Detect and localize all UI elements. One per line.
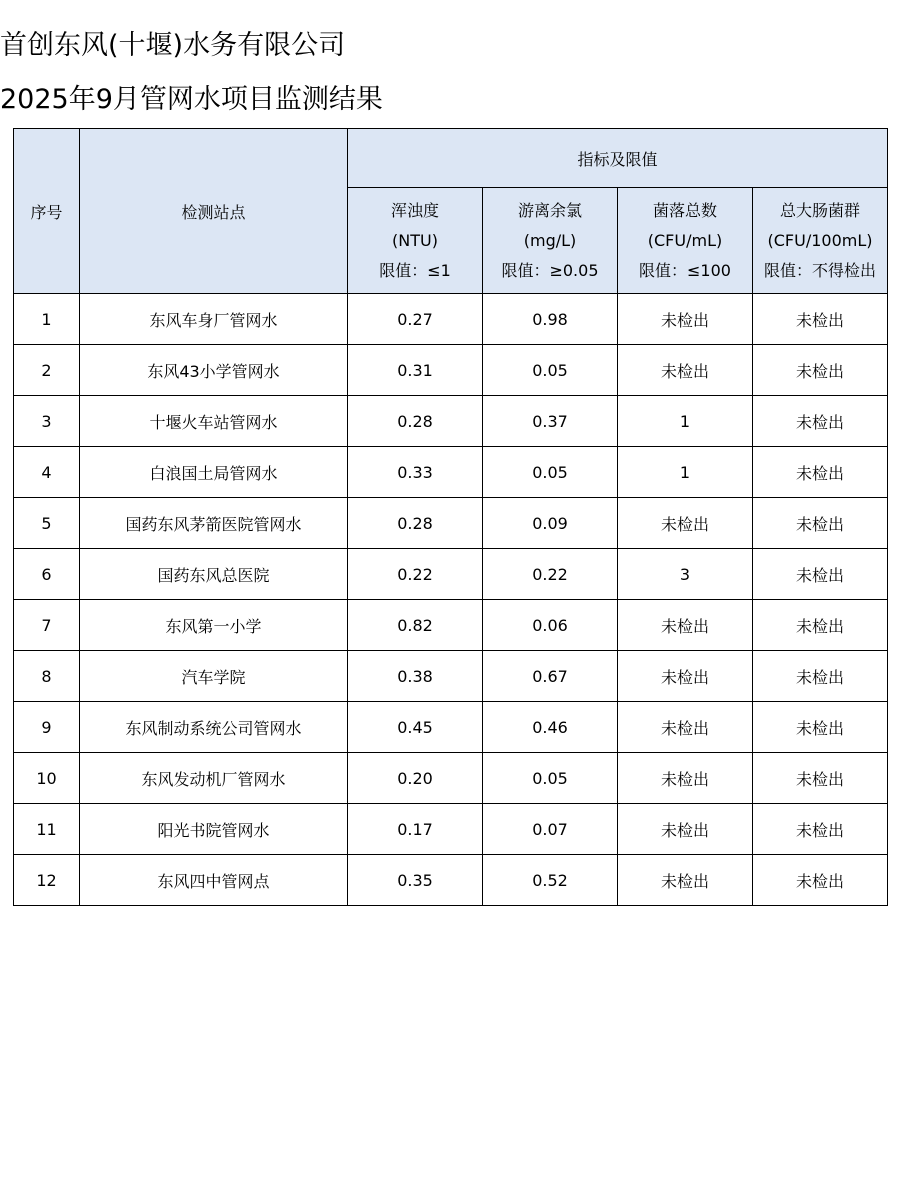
cell-chlorine: 0.06 [483, 600, 618, 651]
cell-chlorine: 0.67 [483, 651, 618, 702]
cell-coliform: 未检出 [753, 396, 888, 447]
cell-turbidity: 0.17 [348, 804, 483, 855]
header-colony-count [618, 188, 753, 294]
cell-chlorine: 0.22 [483, 549, 618, 600]
cell-colony: 未检出 [618, 345, 753, 396]
cell-colony: 未检出 [618, 600, 753, 651]
cell-colony: 未检出 [618, 498, 753, 549]
header-free-chlorine [483, 188, 618, 294]
cell-colony: 未检出 [618, 753, 753, 804]
table-row [14, 651, 888, 702]
cell-colony: 未检出 [618, 651, 753, 702]
cell-site: 白浪国土局管网水 [80, 447, 348, 498]
header-metric-name: 游离余氯 [517, 200, 582, 220]
cell-colony: 未检出 [618, 855, 753, 906]
cell-index: 2 [14, 345, 80, 396]
cell-chlorine: 0.09 [483, 498, 618, 549]
table-row [14, 600, 888, 651]
header-coliform [753, 188, 888, 294]
cell-turbidity: 0.22 [348, 549, 483, 600]
table-row [14, 498, 888, 549]
cell-coliform: 未检出 [753, 651, 888, 702]
cell-chlorine: 0.05 [483, 345, 618, 396]
cell-chlorine: 0.98 [483, 294, 618, 345]
cell-colony: 未检出 [618, 294, 753, 345]
header-metric-limit: 限值：≥0.05 [501, 260, 599, 280]
header-turbidity [348, 188, 483, 294]
header-metric-name: 总大肠菌群 [780, 200, 861, 220]
cell-chlorine: 0.07 [483, 804, 618, 855]
cell-coliform: 未检出 [753, 345, 888, 396]
cell-coliform: 未检出 [753, 294, 888, 345]
cell-coliform: 未检出 [753, 753, 888, 804]
results-table [13, 128, 888, 906]
header-metric-limit: 限值：≤100 [639, 260, 731, 280]
cell-colony: 1 [618, 447, 753, 498]
cell-turbidity: 0.38 [348, 651, 483, 702]
cell-index: 3 [14, 396, 80, 447]
cell-turbidity: 0.27 [348, 294, 483, 345]
cell-index: 10 [14, 753, 80, 804]
table-row [14, 753, 888, 804]
cell-index: 5 [14, 498, 80, 549]
header-metric-unit: (mg/L) [523, 230, 577, 250]
cell-turbidity: 0.28 [348, 498, 483, 549]
table-row [14, 549, 888, 600]
cell-index: 11 [14, 804, 80, 855]
cell-site: 东风第一小学 [80, 600, 348, 651]
cell-colony: 3 [618, 549, 753, 600]
cell-site: 十堰火车站管网水 [80, 396, 348, 447]
cell-chlorine: 0.46 [483, 702, 618, 753]
table-row [14, 447, 888, 498]
cell-site: 国药东风总医院 [80, 549, 348, 600]
cell-coliform: 未检出 [753, 804, 888, 855]
header-metric-limit: 限值：不得检出 [764, 260, 877, 280]
table-row [14, 855, 888, 906]
document-subtitle: 2025年9月管网水项目监测结果 [0, 84, 383, 115]
cell-turbidity: 0.31 [348, 345, 483, 396]
cell-site: 东风车身厂管网水 [80, 294, 348, 345]
cell-site: 东风制动系统公司管网水 [80, 702, 348, 753]
cell-chlorine: 0.52 [483, 855, 618, 906]
cell-index: 9 [14, 702, 80, 753]
header-metric-limit: 限值：≤1 [379, 260, 451, 280]
cell-index: 6 [14, 549, 80, 600]
cell-coliform: 未检出 [753, 498, 888, 549]
cell-index: 4 [14, 447, 80, 498]
document-title: 首创东风(十堰)水务有限公司 [0, 30, 346, 61]
table-row [14, 396, 888, 447]
header-site: 检测站点 [80, 129, 348, 294]
cell-coliform: 未检出 [753, 549, 888, 600]
cell-site: 阳光书院管网水 [80, 804, 348, 855]
cell-coliform: 未检出 [753, 702, 888, 753]
header-indicator-group: 指标及限值 [348, 129, 888, 188]
cell-colony: 未检出 [618, 804, 753, 855]
table-row [14, 294, 888, 345]
cell-site: 国药东风茅箭医院管网水 [80, 498, 348, 549]
cell-turbidity: 0.28 [348, 396, 483, 447]
table-row [14, 345, 888, 396]
cell-colony: 未检出 [618, 702, 753, 753]
cell-chlorine: 0.05 [483, 447, 618, 498]
header-metric-unit: (CFU/100mL) [767, 230, 873, 250]
cell-site: 东风43小学管网水 [80, 345, 348, 396]
table-row [14, 804, 888, 855]
header-metric-unit: (CFU/mL) [647, 230, 723, 250]
cell-site: 东风四中管网点 [80, 855, 348, 906]
cell-index: 7 [14, 600, 80, 651]
cell-colony: 1 [618, 396, 753, 447]
cell-coliform: 未检出 [753, 447, 888, 498]
cell-turbidity: 0.20 [348, 753, 483, 804]
header-metric-name: 菌落总数 [652, 200, 717, 220]
cell-turbidity: 0.35 [348, 855, 483, 906]
cell-chlorine: 0.05 [483, 753, 618, 804]
cell-index: 1 [14, 294, 80, 345]
cell-turbidity: 0.82 [348, 600, 483, 651]
header-index: 序号 [14, 129, 80, 294]
header-metric-unit: (NTU) [392, 230, 438, 250]
cell-site: 汽车学院 [80, 651, 348, 702]
cell-site: 东风发动机厂管网水 [80, 753, 348, 804]
cell-turbidity: 0.33 [348, 447, 483, 498]
cell-chlorine: 0.37 [483, 396, 618, 447]
cell-coliform: 未检出 [753, 855, 888, 906]
table-row [14, 702, 888, 753]
cell-turbidity: 0.45 [348, 702, 483, 753]
header-metric-name: 浑浊度 [390, 200, 439, 220]
cell-index: 8 [14, 651, 80, 702]
cell-coliform: 未检出 [753, 600, 888, 651]
cell-index: 12 [14, 855, 80, 906]
